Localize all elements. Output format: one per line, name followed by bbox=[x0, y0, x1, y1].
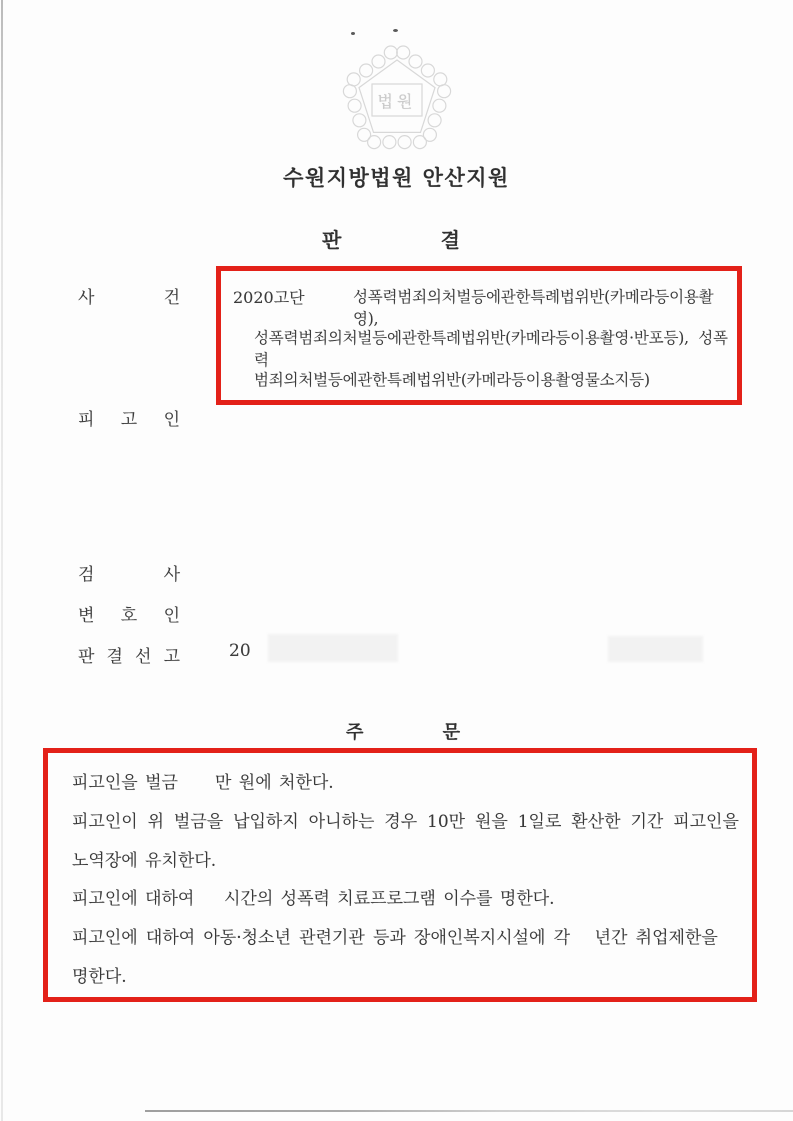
judgment-heading: 판 결 bbox=[322, 228, 460, 252]
case-name-line: 성폭력범죄의처벌등에관한특례법위반(카메라등이용촬영), bbox=[353, 288, 714, 328]
order-line: 피고인에 대하여 시간의 성폭력 치료프로그램 이수를 명한다. bbox=[72, 889, 555, 909]
sentencing-date-value: 20 bbox=[229, 641, 251, 661]
counsel-field-label: 변 호 인 bbox=[78, 606, 180, 626]
defendant-field-label: 피 고 인 bbox=[78, 410, 180, 430]
scan-smudge bbox=[268, 634, 398, 662]
order-line: 피고인에 대하여 아동·청소년 관련기관 등과 장애인복지시설에 각 년간 취업제한을 bbox=[72, 928, 718, 948]
prosecutor-field-label: 검 사 bbox=[78, 565, 180, 585]
scan-bottom-line bbox=[145, 1110, 793, 1112]
case-name-line: 범죄의처벌등에관한특례법위반(카메라등이용촬영물소지등) bbox=[254, 371, 650, 389]
sentencing-field-label: 판 결 선 고 bbox=[78, 647, 180, 667]
order-heading: 주 문 bbox=[346, 722, 460, 743]
court-title: 수원지방법원 안산지원 bbox=[283, 165, 510, 190]
case-highlight-box bbox=[216, 266, 742, 405]
court-seal-icon bbox=[327, 30, 467, 170]
order-line: 명한다. bbox=[72, 967, 127, 987]
order-line: 피고인이 위 벌금을 납입하지 아니하는 경우 10만 원을 1일로 환산한 기간 피고인을 bbox=[72, 812, 739, 832]
order-line: 노역장에 유치한다. bbox=[72, 851, 217, 871]
court-seal-label: 법원 bbox=[377, 92, 417, 111]
order-highlight-box bbox=[43, 748, 757, 1002]
case-number: 2020고단 bbox=[233, 288, 305, 307]
scan-smudge bbox=[608, 636, 703, 662]
case-field-label: 사 건 bbox=[78, 288, 180, 308]
order-line: 피고인을 벌금 만 원에 처한다. bbox=[72, 773, 334, 793]
case-name-line: 성폭력범죄의처벌등에관한특례법위반(카메라등이용촬영·반포등), 성폭력 bbox=[254, 329, 728, 369]
